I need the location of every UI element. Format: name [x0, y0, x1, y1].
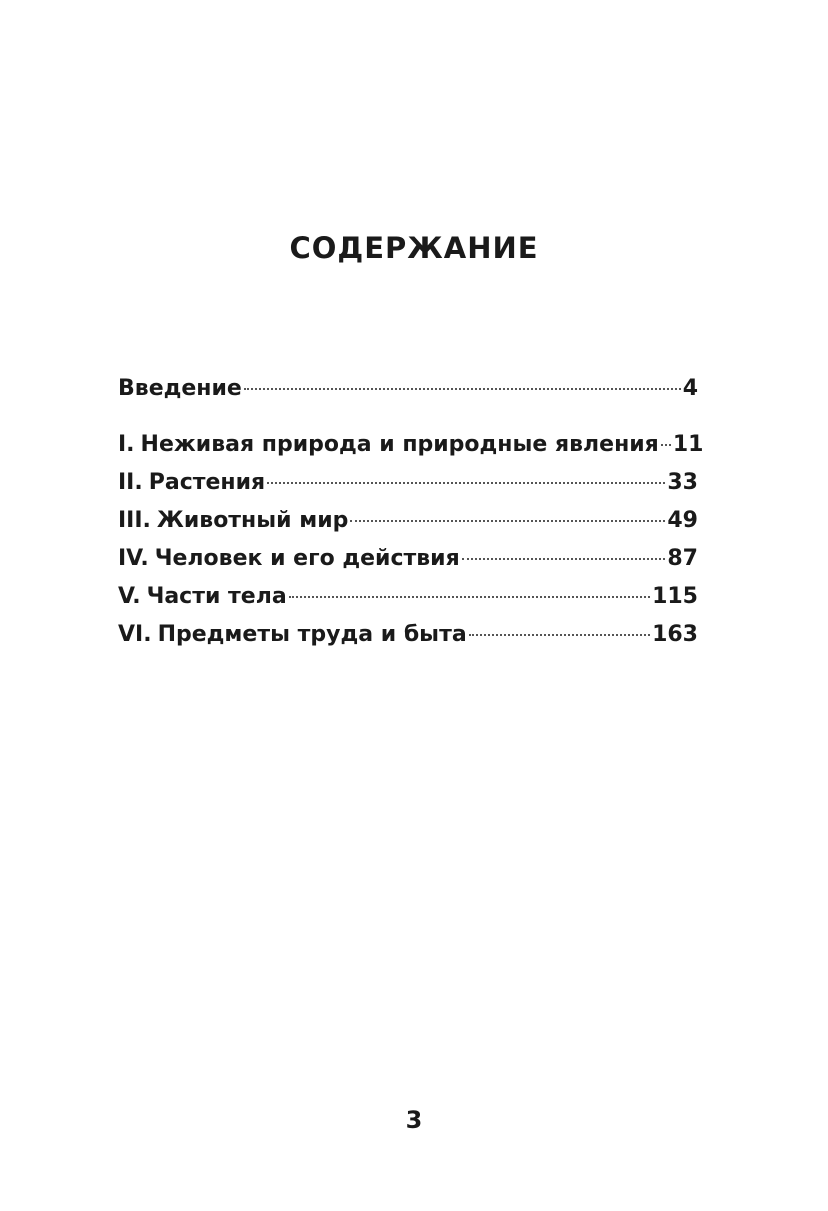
toc-entry-title: Животный мир: [156, 508, 349, 533]
page-title: СОДЕРЖАНИЕ: [289, 231, 539, 265]
dot-leader: [350, 520, 665, 522]
dot-leader: [289, 596, 650, 598]
dot-leader: [462, 558, 666, 560]
dot-leader: [469, 634, 650, 636]
toc-entry-title: Неживая природа и природные явления: [140, 432, 659, 457]
toc-entry-title: Человек и его действия: [154, 546, 460, 571]
toc-entry-page: 163: [652, 622, 698, 647]
toc-entry-chapter-4[interactable]: [118, 540, 698, 578]
toc-entry-number: III.: [118, 508, 151, 533]
toc-entry-number: II.: [118, 470, 143, 495]
toc-entry-chapter-1[interactable]: [118, 426, 704, 464]
toc-entry-number: I.: [118, 432, 135, 457]
toc-entry-title: Предметы труда и быта: [157, 622, 467, 647]
toc-entry-title: Части тела: [146, 584, 287, 609]
toc-entry-title: Введение: [118, 376, 242, 401]
toc-entry-chapter-2[interactable]: [118, 464, 698, 502]
dot-leader: [661, 444, 671, 446]
toc-entry-chapter-3[interactable]: [118, 502, 698, 540]
dot-leader: [267, 482, 665, 484]
toc-entry-number: IV.: [118, 546, 149, 571]
table-of-contents: [118, 370, 704, 654]
toc-entry-page: 11: [672, 432, 704, 457]
toc-entry-page: 4: [682, 376, 698, 401]
toc-entry-page: 33: [667, 470, 698, 495]
toc-entry-introduction[interactable]: [118, 370, 698, 408]
page-number: 3: [405, 1106, 423, 1134]
toc-entry-chapter-6[interactable]: [118, 616, 698, 654]
toc-entry-number: V.: [118, 584, 141, 609]
toc-entry-title: Растения: [148, 470, 266, 495]
toc-entry-page: 87: [667, 546, 698, 571]
toc-entry-page: 49: [667, 508, 698, 533]
dot-leader: [244, 388, 681, 390]
toc-entry-chapter-5[interactable]: [118, 578, 698, 616]
toc-entry-page: 115: [652, 584, 698, 609]
toc-entry-number: VI.: [118, 622, 152, 647]
